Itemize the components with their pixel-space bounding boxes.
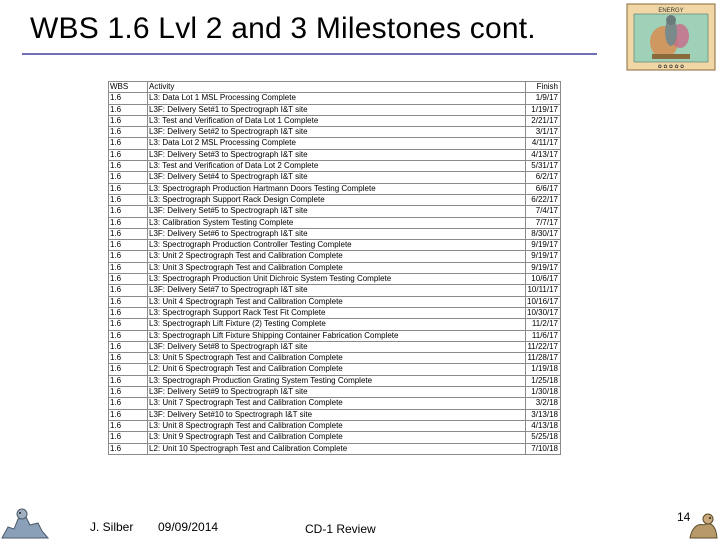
cell-activity: L3F: Delivery Set#10 to Spectrograph I&T site xyxy=(148,409,526,420)
cell-finish: 6/2/17 xyxy=(526,172,561,183)
table-header-row xyxy=(109,82,561,93)
cell-finish: 11/2/17 xyxy=(526,319,561,330)
cell-finish: 9/19/17 xyxy=(526,251,561,262)
cell-activity: L3F: Delivery Set#8 to Spectrograph I&T site xyxy=(148,341,526,352)
cell-wbs: 1.6 xyxy=(109,341,148,352)
table-row xyxy=(109,127,561,138)
table-row xyxy=(109,194,561,205)
creature-left-icon xyxy=(0,505,50,540)
cell-finish: 8/30/17 xyxy=(526,228,561,239)
cell-wbs: 1.6 xyxy=(109,161,148,172)
cell-wbs: 1.6 xyxy=(109,93,148,104)
table-row xyxy=(109,115,561,126)
table-row xyxy=(109,206,561,217)
table-row xyxy=(109,240,561,251)
cell-activity: L3F: Delivery Set#5 to Spectrograph I&T site xyxy=(148,206,526,217)
cell-finish: 1/25/18 xyxy=(526,375,561,386)
cell-wbs: 1.6 xyxy=(109,104,148,115)
cell-wbs: 1.6 xyxy=(109,296,148,307)
title-underline xyxy=(22,53,597,55)
cell-wbs: 1.6 xyxy=(109,183,148,194)
cell-wbs: 1.6 xyxy=(109,319,148,330)
table-row xyxy=(109,262,561,273)
cell-wbs: 1.6 xyxy=(109,172,148,183)
table-row xyxy=(109,296,561,307)
cell-finish: 11/28/17 xyxy=(526,353,561,364)
cell-activity: L3: Data Lot 1 MSL Processing Complete xyxy=(148,93,526,104)
cell-wbs: 1.6 xyxy=(109,307,148,318)
table-row xyxy=(109,443,561,454)
cell-finish: 1/30/18 xyxy=(526,387,561,398)
page-number: 14 xyxy=(677,510,691,524)
cell-finish: 10/6/17 xyxy=(526,274,561,285)
cell-finish: 5/31/17 xyxy=(526,161,561,172)
table-row xyxy=(109,375,561,386)
table-row xyxy=(109,319,561,330)
svg-text:✿ ✿ ✿ ✿ ✿: ✿ ✿ ✿ ✿ ✿ xyxy=(657,64,685,70)
cell-finish: 11/6/17 xyxy=(526,330,561,341)
cell-wbs: 1.6 xyxy=(109,228,148,239)
cell-activity: L3: Spectrograph Production Grating System Testing Complete xyxy=(148,375,526,386)
cell-finish: 4/13/17 xyxy=(526,149,561,160)
table-row xyxy=(109,183,561,194)
cell-finish: 10/30/17 xyxy=(526,307,561,318)
table-row xyxy=(109,149,561,160)
cell-activity: L3F: Delivery Set#1 to Spectrograph I&T site xyxy=(148,104,526,115)
table-row xyxy=(109,274,561,285)
table-row xyxy=(109,341,561,352)
table-row xyxy=(109,93,561,104)
table-row xyxy=(109,420,561,431)
cell-activity: L3F: Delivery Set#2 to Spectrograph I&T site xyxy=(148,127,526,138)
cell-activity: L3: Spectrograph Support Rack Design Complete xyxy=(148,194,526,205)
table-row xyxy=(109,228,561,239)
cell-finish: 5/25/18 xyxy=(526,432,561,443)
cell-wbs: 1.6 xyxy=(109,375,148,386)
cell-finish: 4/13/18 xyxy=(526,420,561,431)
cell-finish: 6/6/17 xyxy=(526,183,561,194)
cell-wbs: 1.6 xyxy=(109,217,148,228)
cell-activity: L3: Spectrograph Production Unit Dichroic System Testing Complete xyxy=(148,274,526,285)
logo-text: ENERGY xyxy=(658,8,684,14)
cell-wbs: 1.6 xyxy=(109,387,148,398)
cell-wbs: 1.6 xyxy=(109,398,148,409)
cell-wbs: 1.6 xyxy=(109,262,148,273)
cell-finish: 11/22/17 xyxy=(526,341,561,352)
cell-activity: L3F: Delivery Set#7 to Spectrograph I&T site xyxy=(148,285,526,296)
cell-activity: L3: Unit 8 Spectrograph Test and Calibration Complete xyxy=(148,420,526,431)
cell-wbs: 1.6 xyxy=(109,127,148,138)
table-row xyxy=(109,353,561,364)
cell-wbs: 1.6 xyxy=(109,138,148,149)
cell-activity: L3F: Delivery Set#6 to Spectrograph I&T site xyxy=(148,228,526,239)
cell-finish: 4/11/17 xyxy=(526,138,561,149)
cell-finish: 7/4/17 xyxy=(526,206,561,217)
cell-finish: 3/1/17 xyxy=(526,127,561,138)
cell-activity: L3: Unit 2 Spectrograph Test and Calibration Complete xyxy=(148,251,526,262)
footer-date: 09/09/2014 xyxy=(158,520,219,534)
header-finish: Finish xyxy=(526,82,561,93)
cell-finish: 9/19/17 xyxy=(526,240,561,251)
table-row xyxy=(109,251,561,262)
cell-activity: L3: Spectrograph Production Hartmann Doors Testing Complete xyxy=(148,183,526,194)
table-row xyxy=(109,172,561,183)
table-row xyxy=(109,398,561,409)
cell-finish: 9/19/17 xyxy=(526,262,561,273)
cell-wbs: 1.6 xyxy=(109,285,148,296)
cell-activity: L3: Unit 5 Spectrograph Test and Calibration Complete xyxy=(148,353,526,364)
table-row xyxy=(109,330,561,341)
cell-wbs: 1.6 xyxy=(109,409,148,420)
cell-activity: L3F: Delivery Set#9 to Spectrograph I&T site xyxy=(148,387,526,398)
table-row xyxy=(109,161,561,172)
slide-title: WBS 1.6 Lvl 2 and 3 Milestones cont. xyxy=(30,12,536,45)
cell-finish: 7/10/18 xyxy=(526,443,561,454)
cell-finish: 3/13/18 xyxy=(526,409,561,420)
cell-activity: L3: Test and Verification of Data Lot 1 Complete xyxy=(148,115,526,126)
cell-activity: L3F: Delivery Set#3 to Spectrograph I&T site xyxy=(148,149,526,160)
cell-wbs: 1.6 xyxy=(109,149,148,160)
footer-event: CD-1 Review xyxy=(305,522,376,536)
header-wbs: WBS xyxy=(109,82,148,93)
cell-finish: 3/2/18 xyxy=(526,398,561,409)
cell-activity: L3: Data Lot 2 MSL Processing Complete xyxy=(148,138,526,149)
cell-activity: L3: Spectrograph Production Controller Testing Complete xyxy=(148,240,526,251)
cell-activity: L3: Spectrograph Lift Fixture Shipping Container Fabrication Complete xyxy=(148,330,526,341)
milestone-table xyxy=(108,81,561,455)
cell-activity: L3: Test and Verification of Data Lot 2 Complete xyxy=(148,161,526,172)
cell-wbs: 1.6 xyxy=(109,330,148,341)
cell-finish: 7/7/17 xyxy=(526,217,561,228)
header-activity: Activity xyxy=(148,82,526,93)
cell-activity: L2: Unit 6 Spectrograph Test and Calibration Complete xyxy=(148,364,526,375)
cell-finish: 2/21/17 xyxy=(526,115,561,126)
cell-wbs: 1.6 xyxy=(109,364,148,375)
cell-wbs: 1.6 xyxy=(109,194,148,205)
cell-finish: 6/22/17 xyxy=(526,194,561,205)
table-row xyxy=(109,387,561,398)
cell-activity: L3F: Delivery Set#4 to Spectrograph I&T site xyxy=(148,172,526,183)
cell-wbs: 1.6 xyxy=(109,432,148,443)
cell-finish: 10/11/17 xyxy=(526,285,561,296)
table-row xyxy=(109,217,561,228)
cell-wbs: 1.6 xyxy=(109,240,148,251)
table-row xyxy=(109,409,561,420)
cell-finish: 1/19/18 xyxy=(526,364,561,375)
cell-activity: L3: Unit 9 Spectrograph Test and Calibration Complete xyxy=(148,432,526,443)
cell-wbs: 1.6 xyxy=(109,274,148,285)
cell-activity: L3: Calibration System Testing Complete xyxy=(148,217,526,228)
cell-wbs: 1.6 xyxy=(109,115,148,126)
doe-logo xyxy=(624,2,718,72)
table-row xyxy=(109,138,561,149)
table-row xyxy=(109,104,561,115)
cell-wbs: 1.6 xyxy=(109,206,148,217)
table-row xyxy=(109,364,561,375)
cell-wbs: 1.6 xyxy=(109,353,148,364)
cell-activity: L3: Spectrograph Lift Fixture (2) Testing Complete xyxy=(148,319,526,330)
table-row xyxy=(109,307,561,318)
cell-wbs: 1.6 xyxy=(109,443,148,454)
cell-finish: 10/16/17 xyxy=(526,296,561,307)
cell-finish: 1/9/17 xyxy=(526,93,561,104)
cell-activity: L2: Unit 10 Spectrograph Test and Calibration Complete xyxy=(148,443,526,454)
table-row xyxy=(109,285,561,296)
cell-activity: L3: Unit 4 Spectrograph Test and Calibration Complete xyxy=(148,296,526,307)
cell-wbs: 1.6 xyxy=(109,420,148,431)
cell-finish: 1/19/17 xyxy=(526,104,561,115)
table-row xyxy=(109,432,561,443)
cell-wbs: 1.6 xyxy=(109,251,148,262)
footer-author: J. Silber xyxy=(90,520,134,534)
cell-activity: L3: Spectrograph Support Rack Test Fit Complete xyxy=(148,307,526,318)
cell-activity: L3: Unit 3 Spectrograph Test and Calibration Complete xyxy=(148,262,526,273)
creature-right-icon xyxy=(686,507,720,540)
cell-activity: L3: Unit 7 Spectrograph Test and Calibration Complete xyxy=(148,398,526,409)
